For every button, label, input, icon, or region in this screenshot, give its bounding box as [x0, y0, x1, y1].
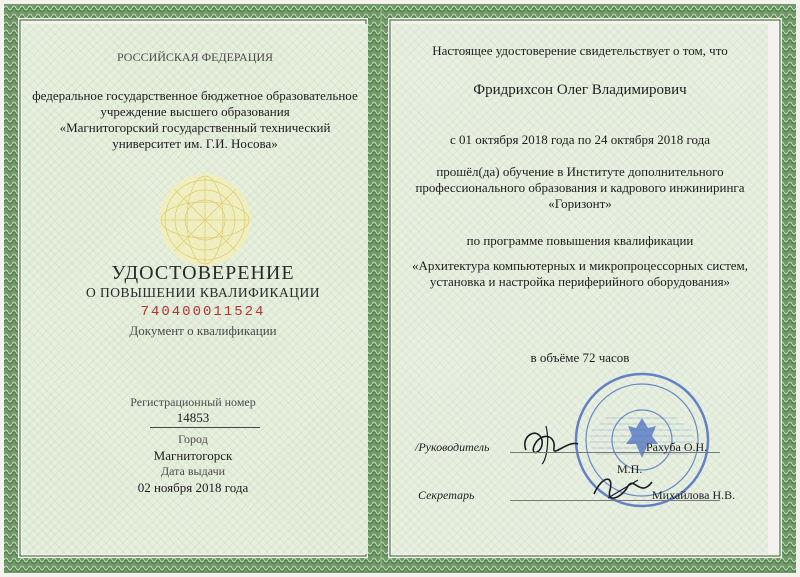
serial-number: 740400011524 [140, 304, 266, 320]
secretary-name: Михайлова Н.В. [652, 488, 736, 502]
institution-line: федеральное государственное бюджетное образовательное [32, 88, 358, 103]
reg-number: 14853 [176, 410, 210, 425]
reg-number-underline [150, 427, 260, 428]
training-line: профессионального образования и кадрового инжиниринга [415, 180, 745, 195]
holder-name: Фридрихсон Олег Владимирович [473, 82, 687, 98]
issue-date: 02 ноября 2018 года [137, 480, 249, 495]
training-line: прошёл(да) обучение в Институте дополнительного [436, 164, 724, 179]
training-period: с 01 октября 2018 года по 24 октября 2018 года [450, 132, 710, 147]
reg-number-label: Регистрационный номер [130, 395, 256, 409]
document-title: УДОСТОВЕРЕНИЕ [111, 262, 295, 284]
city: Магнитогорск [153, 448, 233, 463]
document-type: Документ о квалификации [129, 323, 277, 338]
fold-line [380, 8, 382, 568]
volume-hours: в объёме 72 часов [530, 350, 630, 365]
country-label: РОССИЙСКАЯ ФЕДЕРАЦИЯ [116, 50, 274, 64]
program-label: по программе повышения квалификации [466, 233, 694, 248]
city-label: Город [178, 432, 208, 446]
head-label: /Руководитель [415, 440, 490, 454]
program-line: «Архитектура компьютерных и микропроцессорных систем, [411, 258, 749, 273]
program-name [392, 258, 768, 290]
head-name: Рахуба О.Н. [646, 440, 708, 454]
issue-date-label: Дата выдачи [160, 464, 226, 478]
rosette-emblem [155, 170, 255, 270]
program-line: установка и настройка периферийного оборудования» [429, 274, 731, 289]
training-line: «Горизонт» [548, 196, 612, 211]
institution-line: «Магнитогорский государственный технический [59, 120, 331, 135]
institution-line: учреждение высшего образования [100, 104, 290, 119]
training-institute [392, 164, 768, 212]
secretary-label: Секретарь [418, 488, 475, 502]
intro-text: Настоящее удостоверение свидетельствует о том, что [432, 43, 728, 58]
stamp-mark: М.П. [617, 462, 643, 476]
institution-name [22, 88, 368, 152]
head-signature [516, 418, 586, 468]
institution-line: университет им. Г.И. Носова» [112, 136, 278, 151]
document-subtitle: О ПОВЫШЕНИИ КВАЛИФИКАЦИИ [85, 285, 321, 300]
